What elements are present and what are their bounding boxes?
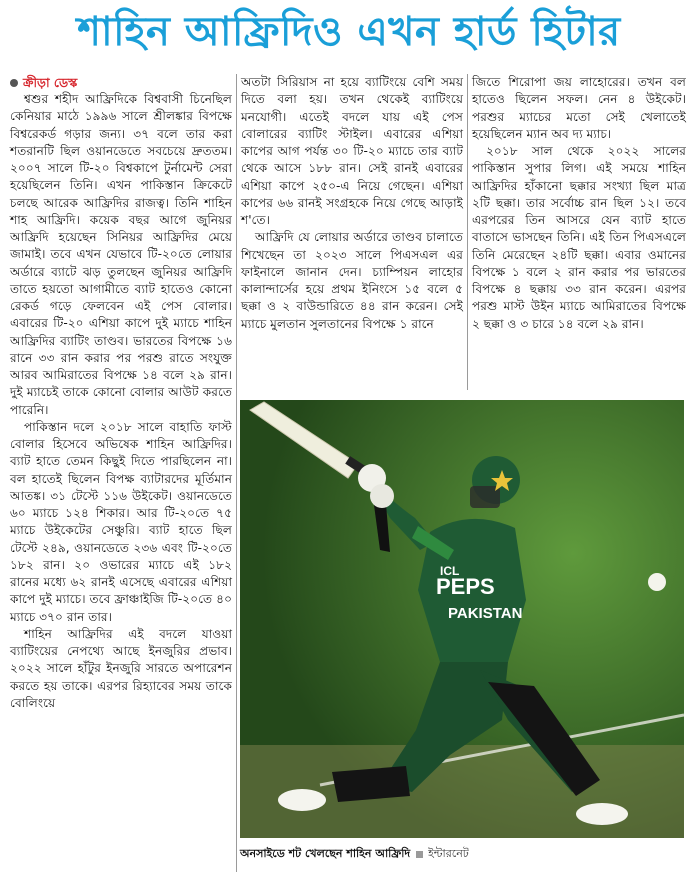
paragraph: অতটা সিরিয়াস না হয়ে ব্যাটিংয়ে বেশি সময় দিতে বলা হয়। তখন থেকেই ব্যাটিংয়ে মনযোগী। এতেই বদলে যায় এই পেস বোলারের ব্যাটিং স্টাইল। এবারের এশিয়া কাপের আগ পর্যন্ত ৩০ টি-২০ ম্যাচে তার ব্যাট থেকে আসে ১৮৮ রান। সেই রানই এবারের এশিয়া কাপে ২৫০-এ নিয়ে গেছেন। এশিয়া কাপের ৬৬ রানই সংগ্রহকে নিয়ে গেছে আড়াই শ'তে। xyxy=(241,75,463,227)
jersey-sponsor-small: ICL xyxy=(440,564,460,578)
paragraph: জিতে শিরোপা জয় লাহোরের। তখন বল হাতেও ছিলেন সফল। নেন ৪ উইকেট। পরশুর ম্যাচের মতো সেই খেলাতেই হয়েছিলেন ম্যান অব দ্য ম্যাচ। xyxy=(472,75,686,141)
batting-glove-icon xyxy=(370,484,394,508)
paragraph: শ্বশুর শহীদ আফ্রিদিকে বিশ্ববাসী চিনেছিল কেনিয়ার মাঠে ১৯৯৬ সালে শ্রীলঙ্কার বিপক্ষে বিশ্বরেকর্ড গড়ার জন্য। ৩৭ বলে তার করা শতরানটি ছিল ওয়ানডেতে সবচেয়ে দ্রুততম। ২০০৭ সালে টি-২০ বিশ্বকাপে টুর্নামেন্ট সেরা হয়েছিলেন তিনি। এখন পাকিস্তান ক্রিকেটে চলছে আরেক আফ্রিদির রাজত্ব। তিনি শাহিন শাহ আফ্রিদি। কয়েক বছর আগে জুনিয়র আফ্রিদি হয়েছেন সিনিয়র আফ্রিদির মেয়ে জামাই। তবে এখন যেভাবে টি-২০তে লোয়ার অর্ডারে ব্যাটে ঝড় তুলছেন জুনিয়র আফ্রিদি তাতে হয়তো আগামীতে ব্যাট হাতেও কোনো রেকর্ড গড়ে ফেলবেন এই পেস বোলার। এবারের টি-২০ এশিয়া কাপে দুই ম্যাচে শাহিন আফ্রিদির ব্যাটিং তাণ্ডব। ভারতের বিপক্ষে ১৬ রানে ৩৩ রান করার পর পরশু রাতে সংযুক্ত আরব আমিরাতের বিপক্ষে ১৪ বলে ২৯ রান। দুই ম্যাচেই তাকে কোনো বোলার আউট করতে পারেনি। xyxy=(10,92,232,417)
article-photo xyxy=(240,400,684,838)
cricket-ball xyxy=(648,573,666,591)
byline-bullet-icon xyxy=(10,79,18,87)
paragraph: আফ্রিদি যে লোয়ার অর্ডারে তাণ্ডব চালাতে শিখেছেন তা ২০২৩ সালে পিএসএল এর ফাইনালে জানান দেন। চ্যাম্পিয়ন লাহোর কালান্দার্সের হয়ে প্রথম ইনিংসে ১৫ বলে ৫ ছক্কা ও ২ বাউন্ডারিতে ৪৪ রান করেন। সেই ম্যাচে মুলতান সুলতানের বিপক্ষে ১ রানে xyxy=(241,230,463,331)
article-column-2 xyxy=(241,74,463,390)
article-column-1 xyxy=(10,74,232,870)
caption-text: অনসাইডে শট খেলছেন শাহিন আফ্রিদি xyxy=(240,847,411,860)
headline-banner xyxy=(0,0,698,66)
headline: শাহিন আফ্রিদিও এখন হার্ড হিটার xyxy=(77,8,621,55)
batsman-illustration xyxy=(240,400,684,838)
leg-pad xyxy=(332,766,410,802)
photo-credit: ইন্টারনেট xyxy=(428,847,469,860)
paragraph: শাহিন আফ্রিদির এই বদলে যাওয়া ব্যাটিংয়ের নেপথ্যে আছে ইনজুরির প্রভাব। ২০২২ সালে হাঁটুর ইনজুরি সারতে অপারেশন করতে হয় তাকে। এরপর রিহ্যাবের সময় তাকে বোলিংয়ে xyxy=(10,626,232,710)
byline-text: ক্রীড়া ডেস্ক xyxy=(23,75,78,90)
jersey-country: PAKISTAN xyxy=(448,605,523,622)
byline xyxy=(10,74,232,91)
article-column-3 xyxy=(472,74,686,390)
column-divider xyxy=(236,74,237,872)
photo-caption xyxy=(240,846,684,862)
paragraph: পাকিস্তান দলে ২০১৮ সালে বাহাতি ফাস্ট বোলার হিসেবে অভিষেক শাহিন আফ্রিদির। ব্যাট হাতে তেমন কিছুই দিতে পারছিলেন না। বল হাতেই ছিলেন বিপক্ষ ব্যাটারদের মূর্তিমান আতঙ্ক। ৩১ টেস্টে ১১৬ উইকেট। ওয়ানডেতে ৬০ ম্যাচে ১২৪ শিকার। আর টি-২০তে ৭৫ ম্যাচে উইকেটের সেঞ্চুরি। ব্যাট হাতে ছিল টেস্টে ২৪৯, ওয়ানডেতে ২৩৬ এবং টি-২০তে ১৮২ রান। ২০ ওভারের ম্যাচে এই ১৮২ রানের মধ্যে ৬২ রানই এসেছে এবারের এশিয়া কাপে দুই ম্যাচে। তবে ফ্রাঞ্চাইজি টি-২০তে ৪০ ম্যাচে ৩৭০ রান তার। xyxy=(10,419,232,624)
column-divider xyxy=(467,74,468,390)
shoe-icon xyxy=(576,803,628,825)
shoe-icon xyxy=(278,789,326,811)
jersey-sponsor: PEPS xyxy=(436,574,495,599)
caption-separator-icon xyxy=(416,851,423,858)
paragraph: ২০১৮ সাল থেকে ২০২২ সালের পাকিস্তান সুপার লিগ। এই সময়ে শাহিন আফ্রিদির হাঁকানো ছক্কার সংখ্যা ছিল মাত্র ২টি ছক্কা। তার সর্বোচ্চ রান ছিল ১২। তবে এরপরের তিন আসরে যেন ব্যাট হাতে বাতাসে ভাসছেন তিনি। এই তিন পিএসএলে তিনি মেরেছেন ২৪টি ছক্কা। এবার ওমানের বিপক্ষে ১ বলে ২ রান করার পর ভারতের বিপক্ষে ৪ ছক্কায় ৩৩ রান করেন। এরপর পরশু মাস্ট উইন ম্যাচে আমিরাতের বিপক্ষে ২ ছক্কা ও ৩ চারে ১৪ বলে ২৯ রান। xyxy=(472,144,686,331)
